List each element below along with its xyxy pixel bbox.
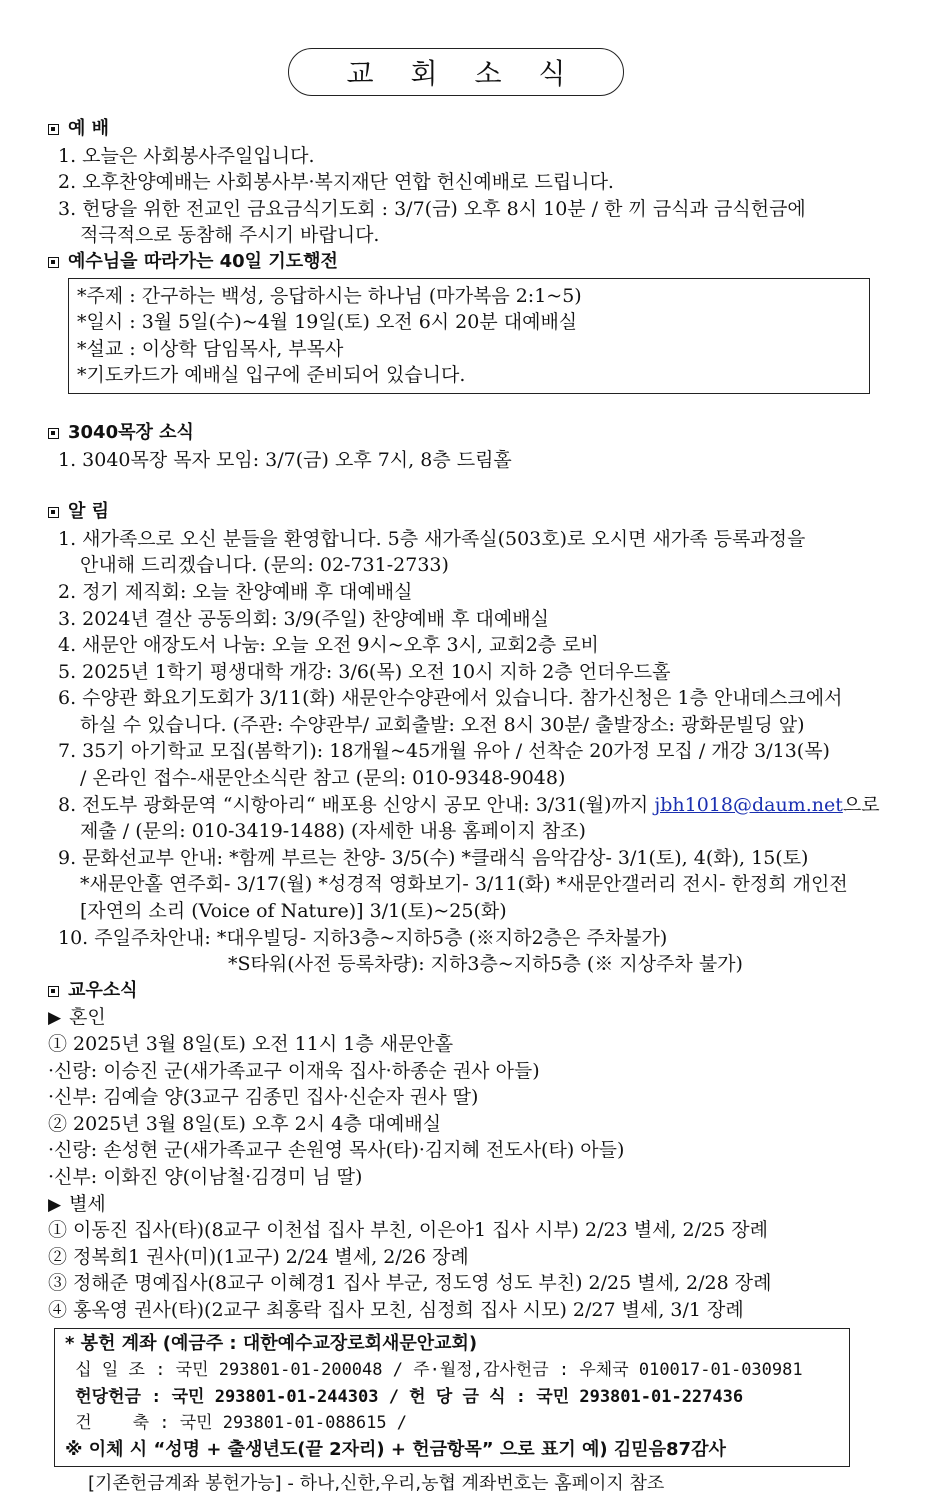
wedding-title-text: 혼인 [69,1006,106,1029]
wedding-2-bride: ·신부: 이화진 양(이남철·김경미 님 딸) [48,1165,363,1188]
checkbox-square-icon [48,124,59,135]
group3040-heading-text: 3040목장 소식 [68,421,194,443]
notice-6: 6. 수양관 화요기도회가 3/11(화) 새문안수양관에서 있습니다. 참가신청은 1층 안내데스크에서 [58,687,843,710]
notice-2: 2. 정기 제직회: 오늘 찬양예배 후 대예배실 [58,580,413,603]
offering-construction: 건 축 : 국민 293801-01-088615 / [65,1413,408,1434]
death-1: ① 이동진 집사(타)(8교구 이천섭 집사 부친, 이은아1 집사 시부) 2/23 별세, 2/25 장례 [48,1219,768,1242]
death-2: ② 정복희1 권사(미)(1교구) 2/24 별세, 2/26 장례 [48,1245,469,1268]
worship-item-3-cont: 적극적으로 동참해 주시기 바랍니다. [80,224,380,247]
prayer-schedule: *일시 : 3월 5일(수)~4월 19일(토) 오전 6시 20분 대예배실 [77,311,578,334]
checkbox-square-icon [48,986,59,997]
prayer-card-note: *기도카드가 예배실 입구에 준비되어 있습니다. [77,364,466,387]
members-heading-text: 교우소식 [68,979,138,1001]
prayer-heading [48,249,898,276]
notice-5: 5. 2025년 1학기 평생대학 개강: 3/6(목) 오전 10시 지하 2층 언더우드홀 [58,660,671,683]
worship-heading [48,116,898,143]
notice-8-suffix: 으로 [842,793,880,816]
worship-item-2: 2. 오후찬양예배는 사회봉사부·복지재단 연합 헌신예배로 드립니다. [58,171,614,194]
prayer-theme: *주제 : 간구하는 백성, 응답하시는 하나님 (마가복음 2:1~5) [77,284,582,307]
group3040-heading [48,420,898,447]
checkbox-square-icon [48,257,59,268]
wedding-1-groom: ·신랑: 이승진 군(새가족교구 이재욱 집사·하종순 권사 아들) [48,1059,540,1082]
prayer-heading-text: 예수님을 따라가는 40일 기도행전 [68,250,338,272]
worship-item-1: 1. 오늘은 사회봉사주일입니다. [58,144,315,167]
notice-9-cont: *새문안홀 연주회- 3/17(월) *성경적 영화보기- 3/11(화) *새문안갤러리 전시- 한정희 개인전 [80,873,848,896]
checkbox-square-icon [48,428,59,439]
wedding-1-bride: ·신부: 김예슬 양(3교구 김종민 집사·신순자 권사 딸) [48,1086,479,1109]
notice-8-cont: 제출 / (문의: 010-3419-1488) (자세한 내용 홈페이지 참조) [80,820,586,843]
worship-heading-text: 예 배 [68,118,110,139]
notice-4: 4. 새문안 애장도서 나눔: 오늘 오전 9시~오후 3시, 교회2층 로비 [58,634,599,657]
notice-10: 10. 주일주차안내: *대우빌딩- 지하3층~지하5층 (※지하2층은 주차불가) [58,926,668,949]
death-4: ④ 홍옥영 권사(타)(2교구 최홍락 집사 모친, 심정희 집사 시모) 2/27 별세, 3/1 장례 [48,1298,744,1321]
death-title-text: 별세 [69,1192,106,1215]
triangle-right-icon: ▶ [48,1008,62,1029]
wedding-2-groom: ·신랑: 손성현 군(새가족교구 손원영 목사(타)·김지혜 전도사(타) 아들) [48,1139,625,1162]
notice-8-text: 8. 전도부 광화문역 “시항아리“ 배포용 신앙시 공모 안내: 3/31(월)까지 [58,793,655,816]
notice-9-cont-2: [자연의 소리 (Voice of Nature)] 3/1(토)~25(화) [80,900,507,923]
offering-tithe: 십 일 조 : 국민 293801-01-200048 / 주·월정,감사헌금 : 우체국 010017-01-030981 [65,1360,803,1381]
offering-transfer-note: ※ 이체 시 “성명 + 출생년도(끝 2자리) + 헌금항목” 으로 표기 예) 김믿음87감사 [65,1438,726,1460]
group3040-item-1: 1. 3040목장 목자 모임: 3/7(금) 오후 7시, 8층 드림홀 [58,448,512,471]
members-heading [48,978,898,1005]
death-3: ③ 정해준 명예집사(8교구 이혜경1 집사 부군, 정도영 성도 부친) 2/25 별세, 2/28 장례 [48,1272,772,1295]
offering-footnote: [기존헌금계좌 봉헌가능] - 하나,신한,우리,농협 계좌번호는 홈페이지 참조 [88,1472,665,1494]
wedding-1: ① 2025년 3월 8일(토) 오전 11시 1층 새문안홀 [48,1033,454,1055]
notice-1: 1. 새가족으로 오신 분들을 환영합니다. 5층 새가족실(503호)로 오시면 새가족 등록과정을 [58,527,806,550]
offering-title: * 봉헌 계좌 (예금주 : 대한예수교장로회새문안교회) [65,1332,478,1354]
notice-6-cont: 하실 수 있습니다. (주관: 수양관부/ 교회출발: 오전 8시 30분/ 출발장소: 광화문빌딩 앞) [80,713,805,736]
wedding-title [48,1004,898,1031]
email-link[interactable]: jbh1018@daum.net [654,793,843,816]
worship-item-3: 3. 헌당을 위한 전교인 금요금식기도회 : 3/7(금) 오후 8시 10분 / 한 끼 금식과 금식헌금에 [58,197,806,220]
notice-7-cont: / 온라인 접수-새문안소식란 참고 (문의: 010-9348-9048) [80,767,566,790]
death-title [48,1191,898,1218]
notice-3: 3. 2024년 결산 공동의회: 3/9(주일) 찬양예배 후 대예배실 [58,607,549,630]
prayer-info-box [68,278,870,394]
notice-9: 9. 문화선교부 안내: *함께 부르는 찬양- 3/5(수) *클래식 음악감상- 3/1(토), 4(화), 15(토) [58,846,809,869]
notices-heading [48,499,898,526]
checkbox-square-icon [48,507,59,518]
notice-1-cont: 안내해 드리겠습니다. (문의: 02-731-2733) [80,554,449,577]
triangle-right-icon: ▶ [48,1194,62,1215]
wedding-2: ② 2025년 3월 8일(토) 오후 2시 4층 대예배실 [48,1112,442,1135]
notices-heading-text: 알 림 [68,501,110,523]
page-title: 교 회 소 식 [288,48,624,96]
notice-8 [48,792,898,819]
notice-7: 7. 35기 아기학교 모집(봄학기): 18개월~45개월 유아 / 선착순 20가정 모집 / 개강 3/13(목) [58,740,830,763]
offering-building-dedication: 헌당헌금 : 국민 293801-01-244303 / 헌 당 금 식 : 국민 293801-01-227436 [65,1386,744,1407]
offering-account-box [54,1328,850,1467]
prayer-preacher: *설교 : 이상학 담임목사, 부목사 [77,337,344,360]
bulletin-content [48,116,898,1497]
notice-10-cont: *S타워(사전 등록차량): 지하3층~지하5층 (※ 지상주차 불가) [228,953,743,976]
